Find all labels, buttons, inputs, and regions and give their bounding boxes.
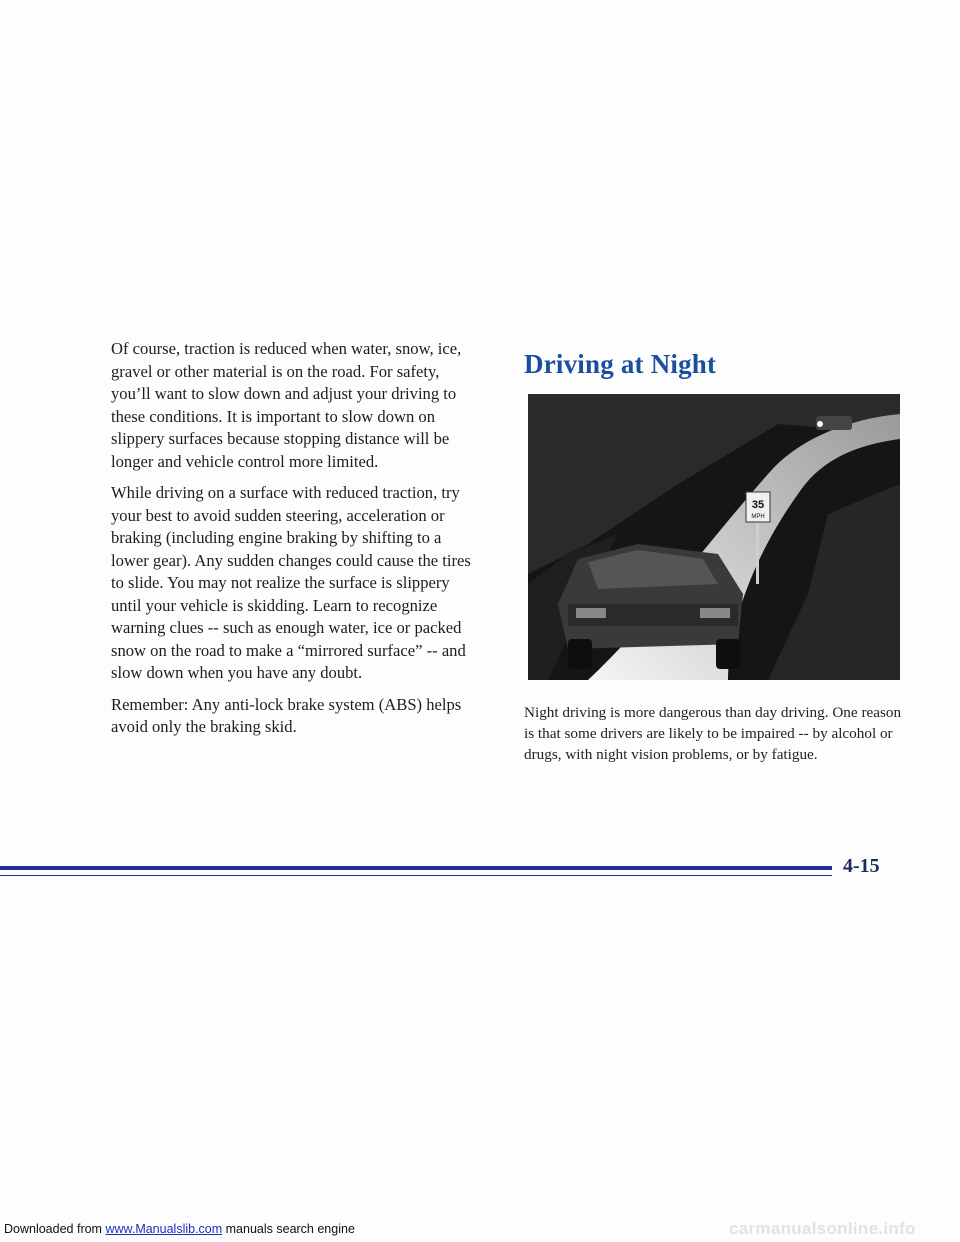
traction-paragraph: Of course, traction is reduced when water, snow, ice, gravel or other material is on the road. For safety, you’ll want to slow down and adjust your driving to these conditions. It is important to slow down on slippery surfaces because stopping distance will be longer and vehicle control more limited.: [111, 339, 462, 471]
page-number: 4-15: [843, 855, 880, 877]
sign-number: 35: [751, 499, 765, 511]
manualslib-link[interactable]: www.Manualslib.com: [105, 1222, 223, 1236]
right-column-text: [524, 702, 914, 765]
left-column: [111, 338, 481, 748]
watermark: carmanualsonline.info: [729, 1219, 916, 1238]
night-driving-paragraph: Night driving is more dangerous than day driving. One reason is that some drivers are likely to be impaired -- by alcohol or drugs, with night vision problems, or by fatigue.: [524, 704, 902, 763]
footer-suffix: manuals search engine: [222, 1222, 355, 1236]
download-footer: [4, 1222, 355, 1236]
sign-post: [756, 514, 759, 584]
sign-unit: MPH: [751, 514, 765, 520]
footer-rule-thin: [0, 875, 832, 876]
reduced-traction-paragraph: While driving on a surface with reduced traction, try your best to avoid sudden steering, acceleration or braking (including engine braking by shifting to a lower gear). Any sudden changes could cause the tires to slide. You may not realize the surface is slippery until your vehicle is skidding. Learn to recognize warning clues -- such as enough water, ice or packed snow on the road to make a “mirrored surface” -- and slow down when you have any doubt.: [111, 483, 471, 682]
night-driving-illustration: [528, 394, 900, 680]
night-road-drawing: [528, 394, 900, 680]
abs-paragraph: Remember: Any anti-lock brake system (ABS) helps avoid only the braking skid.: [111, 694, 462, 736]
section-heading: Driving at Night: [524, 349, 717, 379]
footer-rule-thick: [0, 866, 832, 870]
footer-prefix: Downloaded from: [4, 1222, 106, 1236]
